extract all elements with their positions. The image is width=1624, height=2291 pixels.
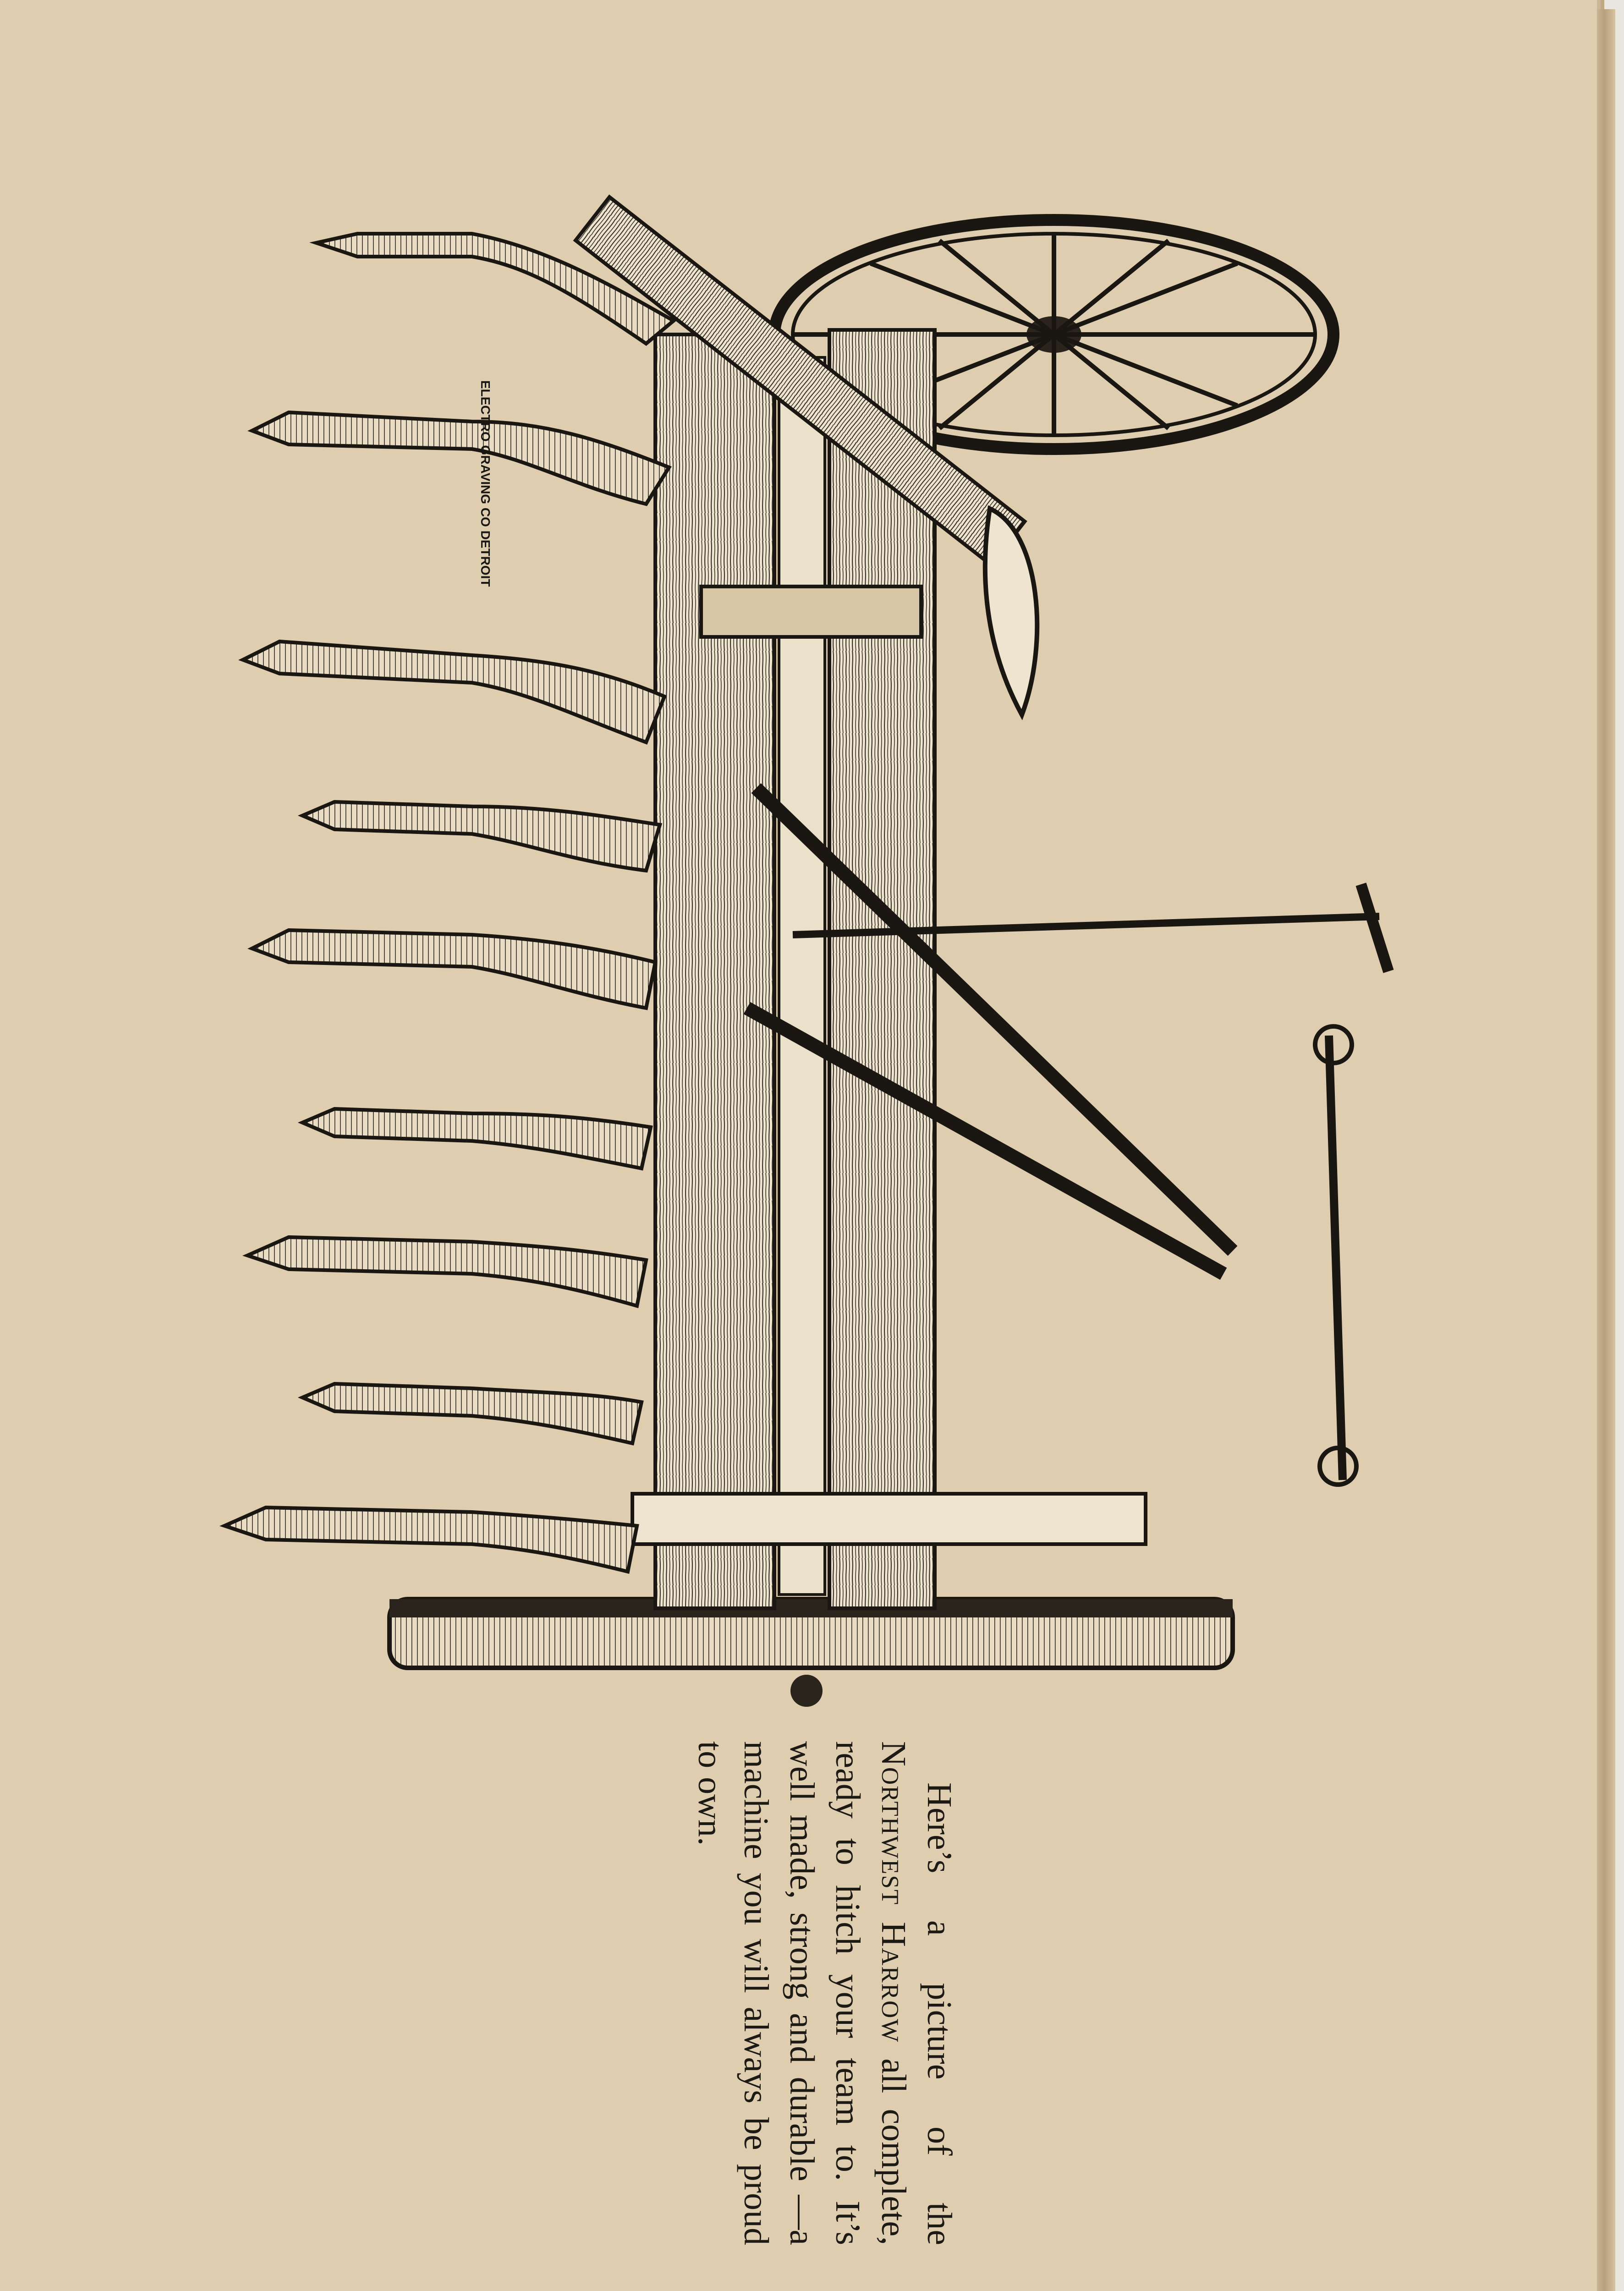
- harrow-illustration: [197, 183, 1434, 1732]
- caption-text-end: all complete, ready to hitch your team to. It’s well made, strong and durable —a machine you will always be proud to own.: [691, 1741, 913, 2245]
- caption-rotated: [623, 1741, 962, 2245]
- product-name: Northwest Harrow: [874, 1741, 913, 2043]
- caption-text-start: Here’s a picture of the: [920, 1782, 959, 2245]
- bottom-wheel: [390, 1599, 1233, 1707]
- caption-paragraph: [687, 1741, 962, 2245]
- caption-block: [614, 1741, 962, 2254]
- harrow-frame: [576, 197, 1146, 1608]
- engraver-stamp-text: ELECTRO GRAVING CO DETROIT: [478, 380, 493, 587]
- page-edge: [1597, 9, 1615, 2291]
- harrow-teeth: [225, 234, 674, 1572]
- engraver-stamp: [478, 380, 493, 587]
